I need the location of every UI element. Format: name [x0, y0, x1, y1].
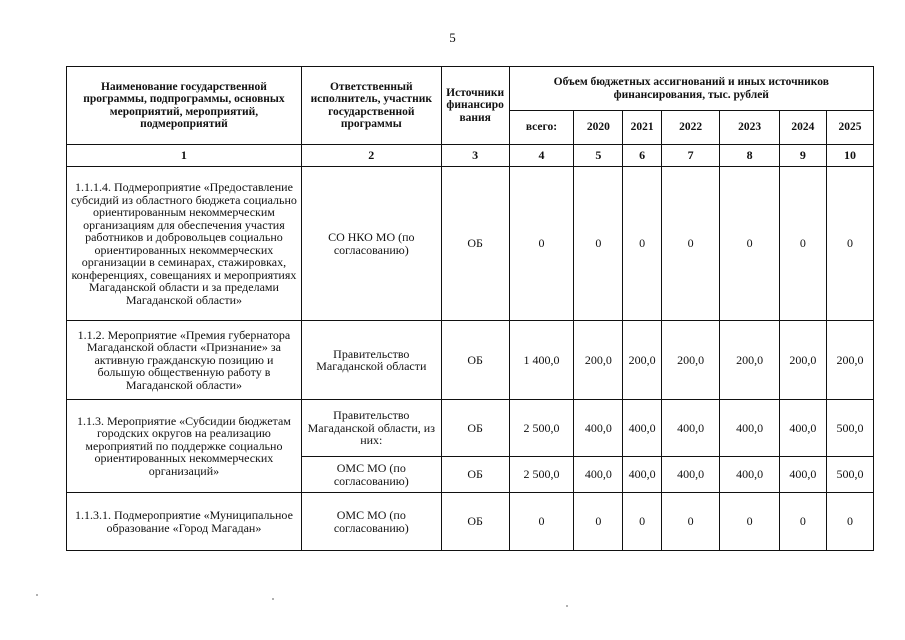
row-year-value: 200,0 — [779, 321, 826, 400]
row-total: 2 500,0 — [509, 400, 574, 457]
table-row — [67, 167, 874, 321]
row-year-value: 400,0 — [720, 400, 780, 457]
row-year-value: 200,0 — [661, 321, 719, 400]
column-number: 10 — [826, 145, 873, 167]
header-year-2023: 2023 — [720, 111, 780, 145]
header-year-2020: 2020 — [574, 111, 623, 145]
column-number: 6 — [623, 145, 662, 167]
column-number: 3 — [441, 145, 509, 167]
row-year-value: 400,0 — [574, 457, 623, 493]
row-executor: Правительство Магаданской области — [301, 321, 441, 400]
column-number: 1 — [67, 145, 302, 167]
budget-table — [66, 66, 874, 551]
scan-speck — [566, 605, 568, 607]
row-year-value: 400,0 — [720, 457, 780, 493]
row-year-value: 0 — [826, 493, 873, 551]
row-executor: Правительство Магаданской области, из них: — [301, 400, 441, 457]
row-year-value: 0 — [661, 167, 719, 321]
header-year-2024: 2024 — [779, 111, 826, 145]
row-source: ОБ — [441, 457, 509, 493]
column-number: 5 — [574, 145, 623, 167]
row-year-value: 400,0 — [623, 457, 662, 493]
row-year-value: 400,0 — [623, 400, 662, 457]
header-year-2025: 2025 — [826, 111, 873, 145]
row-name: 1.1.3.1. Подмероприятие «Муниципальное образование «Город Магадан» — [67, 493, 302, 551]
header-name: Наименование государственной программы, подпрограммы, основных мероприятий, мероприятий, подмероприятий — [67, 67, 302, 145]
header-executor: Ответственный исполнитель, участник государственной программы — [301, 67, 441, 145]
row-year-value: 500,0 — [826, 457, 873, 493]
row-year-value: 200,0 — [623, 321, 662, 400]
column-number-row — [67, 145, 874, 167]
row-total: 1 400,0 — [509, 321, 574, 400]
row-year-value: 0 — [661, 493, 719, 551]
row-source: ОБ — [441, 167, 509, 321]
row-year-value: 200,0 — [720, 321, 780, 400]
row-year-value: 400,0 — [661, 457, 719, 493]
row-total: 0 — [509, 167, 574, 321]
row-year-value: 400,0 — [574, 400, 623, 457]
row-executor: ОМС МО (по согласованию) — [301, 457, 441, 493]
scan-speck — [272, 598, 274, 600]
column-number: 4 — [509, 145, 574, 167]
header-source: Источники финансиро вания — [441, 67, 509, 145]
header-year-2022: 2022 — [661, 111, 719, 145]
header-row-1 — [67, 67, 874, 111]
row-year-value: 400,0 — [779, 457, 826, 493]
row-year-value: 400,0 — [779, 400, 826, 457]
row-year-value: 0 — [779, 167, 826, 321]
header-total: всего: — [509, 111, 574, 145]
column-number: 9 — [779, 145, 826, 167]
row-executor: СО НКО МО (по согласованию) — [301, 167, 441, 321]
row-source: ОБ — [441, 493, 509, 551]
page-number: 5 — [449, 30, 456, 45]
table-row — [67, 321, 874, 400]
row-year-value: 0 — [623, 493, 662, 551]
row-year-value: 0 — [574, 493, 623, 551]
row-total: 2 500,0 — [509, 457, 574, 493]
row-year-value: 500,0 — [826, 400, 873, 457]
row-year-value: 0 — [574, 167, 623, 321]
row-name: 1.1.1.4. Подмероприятие «Предоставление субсидий из областного бюджета социально ориентированным некоммерческим организациям для обеспечения участия работников и добровольцев социально ориентированных некоммерческих организации в семинарах, стажировках, конференциях, совещаниях и мероприятиях Магаданской области и за пределами Магаданской области» — [67, 167, 302, 321]
header-volume: Объем бюджетных ассигнований и иных источников финансирования, тыс. рублей — [509, 67, 873, 111]
column-number: 8 — [720, 145, 780, 167]
row-year-value: 200,0 — [826, 321, 873, 400]
column-number: 2 — [301, 145, 441, 167]
scan-speck — [36, 594, 38, 596]
table-row — [67, 493, 874, 551]
row-year-value: 0 — [623, 167, 662, 321]
row-name: 1.1.2. Мероприятие «Премия губернатора Магаданской области «Признание» за активную гражданскую позицию и большую общественную работу в Магаданской области» — [67, 321, 302, 400]
header-year-2021: 2021 — [623, 111, 662, 145]
row-year-value: 0 — [779, 493, 826, 551]
row-year-value: 400,0 — [661, 400, 719, 457]
row-year-value: 0 — [826, 167, 873, 321]
row-year-value: 0 — [720, 493, 780, 551]
row-source: ОБ — [441, 400, 509, 457]
row-year-value: 0 — [720, 167, 780, 321]
row-total: 0 — [509, 493, 574, 551]
column-number: 7 — [661, 145, 719, 167]
table-row — [67, 400, 874, 457]
row-executor: ОМС МО (по согласованию) — [301, 493, 441, 551]
row-source: ОБ — [441, 321, 509, 400]
row-name: 1.1.3. Мероприятие «Субсидии бюджетам городских округов на реализацию мероприятий по поддержке социально ориентированных некоммерческих организаций» — [67, 400, 302, 493]
row-year-value: 200,0 — [574, 321, 623, 400]
